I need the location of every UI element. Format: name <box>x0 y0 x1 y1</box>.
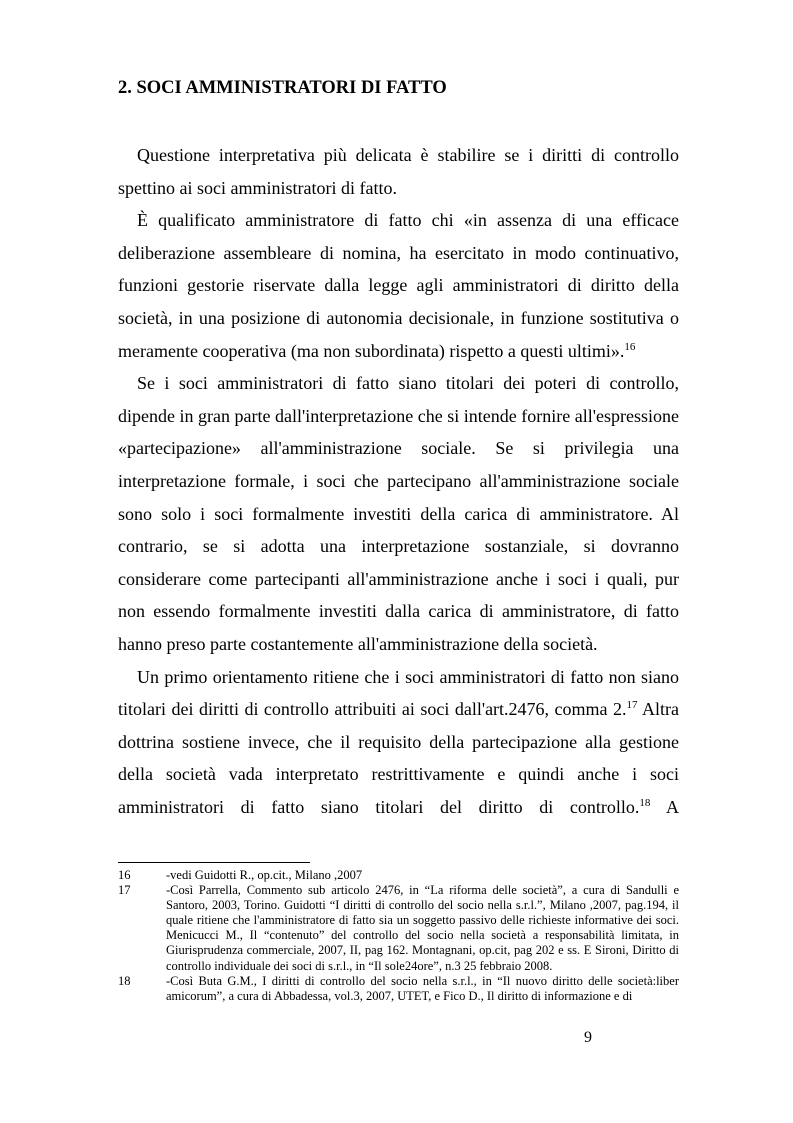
paragraph-4-text-c: A <box>650 796 679 817</box>
footnotes <box>118 868 679 1004</box>
paragraph-4-text-a: Un primo orientamento ritiene che i soci amministratori di fatto non siano titolari dei diritti di controllo attribuiti ai soci dall'art.2476, comma 2. <box>118 666 679 720</box>
footnote-ref-18[interactable]: 18 <box>639 796 651 809</box>
footnote-text: -Così Parrella, Commento sub articolo 2476, in “La riforma delle società”, a cura di Sandulli e Santoro, 2003, Torino. Guidotti “I diritti di controllo del socio nella s.r.l.”, Milano ,2007, pag.194, il quale ritiene che l'amministratore di fatto sia un soggetto passivo delle richieste informative dei soci. Menicucci M., Il “contenuto” del controllo del socio nella società a responsabilità limitata, in Giurisprudenza commerciale, 2007, II, pag 162. Montagnani, op.cit, pag 202 e ss. E Sironi, Diritto di controllo individuale dei soci di s.r.l., in “Il sole24ore”, n.3 25 febbraio 2008. <box>166 883 679 973</box>
paragraph-2 <box>118 204 679 367</box>
paragraph-2-text: È qualificato amministratore di fatto chi «in assenza di una efficace deliberazione assembleare di nomina, ha esercitato in modo continuativo, funzioni gestorie riservate dalla legge agli amministratori di diritto della società, in una posizione di autonomia decisionale, in funzione sostitutiva o meramente cooperativa (ma non subordinata) rispetto a questi ultimi». <box>118 210 679 361</box>
footnote-18 <box>118 974 679 1004</box>
paragraph-3 <box>118 367 679 660</box>
page-number: 9 <box>584 1029 592 1046</box>
footnote-text: -Così Buta G.M., I diritti di controllo del socio nella s.r.l., in “Il nuovo diritto delle società:liber amicorum”, a cura di Abbadessa, vol.3, 2007, UTET, e Fico D., Il diritto di informazione e di <box>166 973 679 1003</box>
paragraph-1-text: Questione interpretativa più delicata è stabilire se i diritti di controllo spettino ai soci amministratori di fatto. <box>118 145 679 198</box>
footnote-17 <box>118 883 679 974</box>
section-heading: 2. SOCI AMMINISTRATORI DI FATTO <box>118 78 447 98</box>
footnote-separator <box>118 862 310 863</box>
paragraph-3-text: Se i soci amministratori di fatto siano titolari dei poteri di controllo, dipende in gran parte dall'interpretazione che si intende fornire all'espressione «partecipazione» all'amministrazione sociale. Se si privilegia una interpretazione formale, i soci che partecipano all'amministrazione sociale sono solo i soci formalmente investiti della carica di amministratore. Al contrario, se si adotta una interpretazione sostanziale, si dovranno considerare come partecipanti all'amministrazione anche i soci i quali, pur non essendo formalmente investiti dalla carica di amministratore, di fatto hanno preso parte costantemente all'amministrazione della società. <box>118 373 679 654</box>
paragraph-4 <box>118 661 679 824</box>
footnote-number: 18 <box>118 973 131 988</box>
footnote-number: 16 <box>118 868 131 882</box>
paragraph-4-text-b: Altra dottrina sostiene invece, che il requisito della partecipazione alla gestione della società vada interpretato restrittivamente e quindi anche i soci amministratori di fatto siano titolari del diritto di controllo. <box>118 699 679 817</box>
paragraph-1 <box>118 139 679 204</box>
footnote-ref-16[interactable]: 16 <box>624 340 636 353</box>
footnote-number: 17 <box>118 883 131 898</box>
footnote-ref-17[interactable]: 17 <box>626 699 638 712</box>
footnote-text: -vedi Guidotti R., op.cit., Milano ,2007 <box>166 868 363 882</box>
body-text <box>118 139 679 823</box>
footnote-16 <box>118 868 679 883</box>
